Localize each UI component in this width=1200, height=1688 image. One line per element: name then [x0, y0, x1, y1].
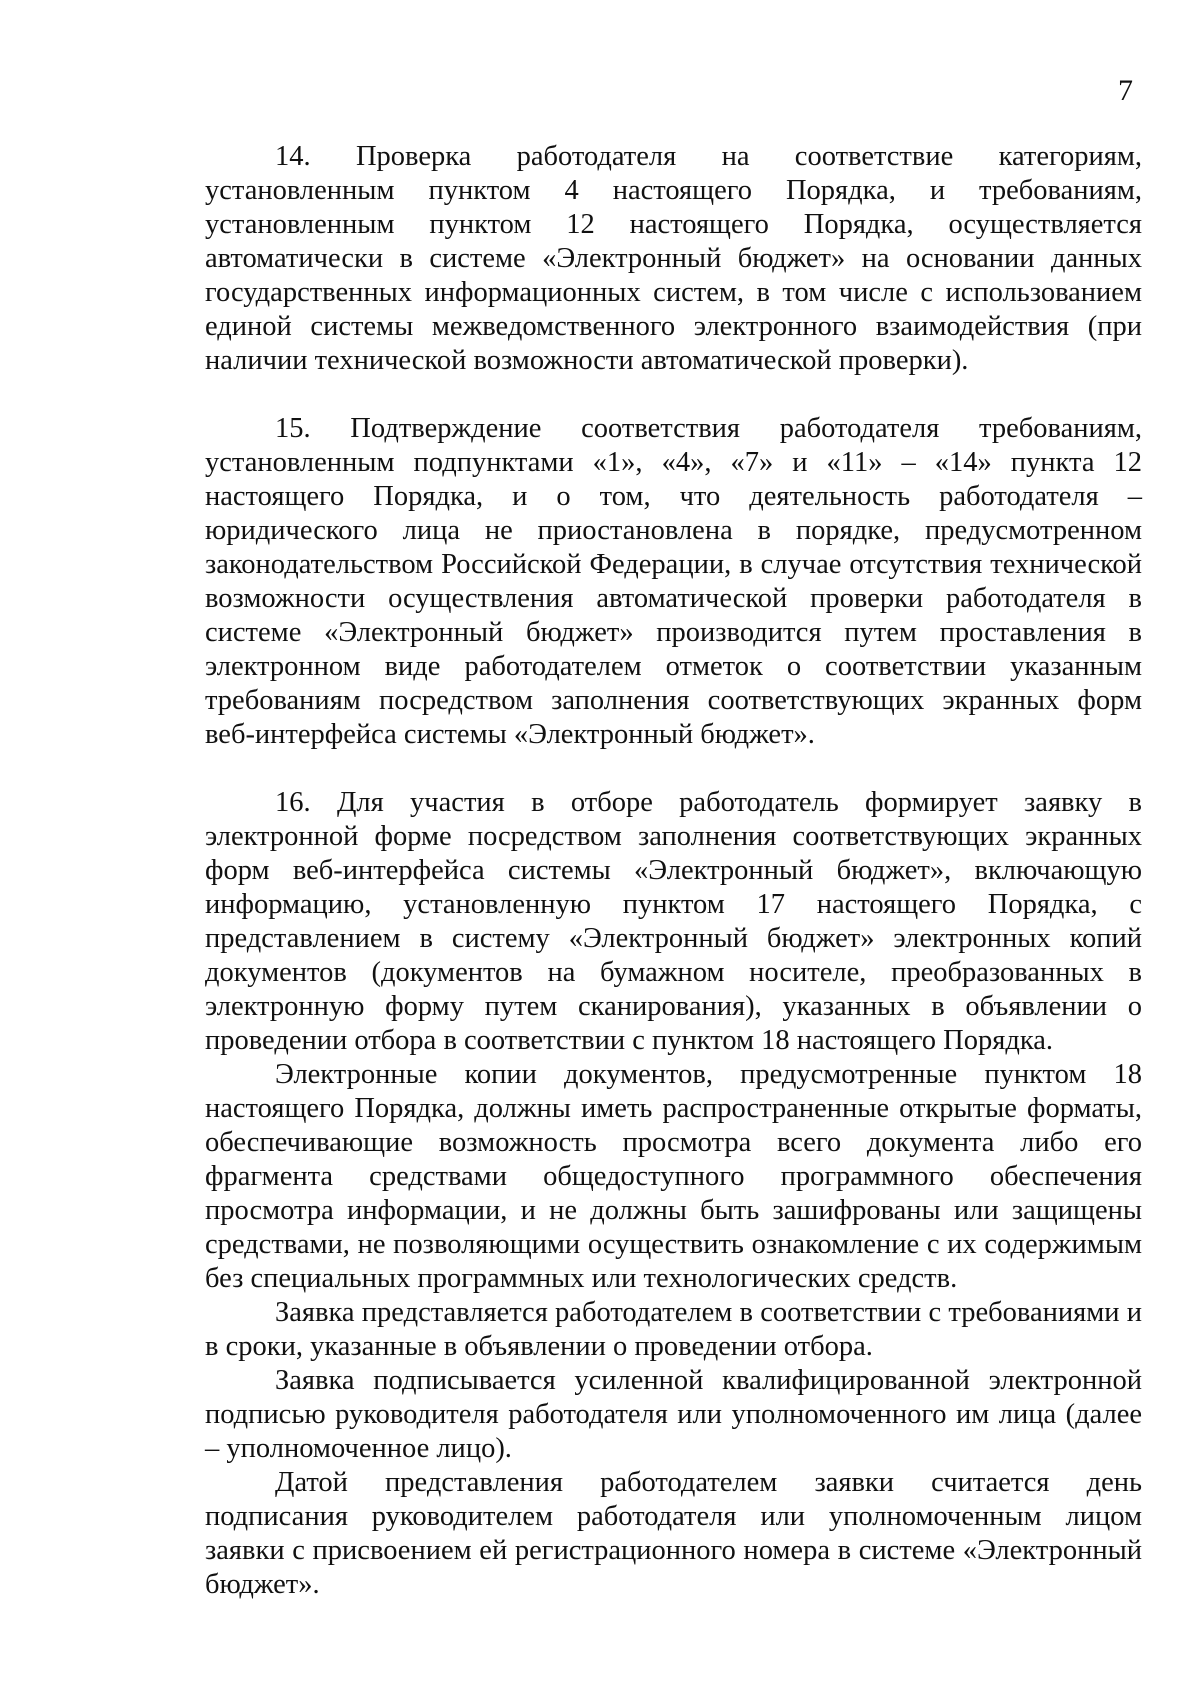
paragraph-application-signature: Заявка подписывается усиленной квалифицированной электронной подписью руководителя работодателя или уполномоченного им лица (далее – уполномоченное лицо). [205, 1365, 1142, 1464]
paragraph-submission-date: Датой представления работодателем заявки считается день подписания руководителем работодателя или уполномоченным лицом заявки с присвоением ей регистрационного номера в системе «Электронный бюджет». [205, 1467, 1142, 1600]
paragraph-16: 16. Для участия в отборе работодатель формирует заявку в электронной форме посредством заполнения соответствующих экранных форм веб-интерфейса системы «Электронный бюджет», включающую информацию, установленную пунктом 17 настоящего Порядка, с представлением в систему «Электронный бюджет» электронных копий документов (документов на бумажном носителе, преобразованных в электронную форму путем сканирования), указанных в объявлении о проведении отбора в соответствии с пунктом 18 настоящего Порядка. [205, 787, 1142, 1056]
paragraph-electronic-copies: Электронные копии документов, предусмотренные пунктом 18 настоящего Порядка, должны иметь распространенные открытые форматы, обеспечивающие возможность просмотра всего документа либо его фрагмента средствами общедоступного программного обеспечения просмотра информации, и не должны быть зашифрованы или защищены средствами, не позволяющими осуществить ознакомление с их содержимым без специальных программных или технологических средств. [205, 1059, 1142, 1294]
page-number: 7 [1118, 74, 1133, 107]
document-body [205, 140, 1142, 1602]
paragraph-14: 14. Проверка работодателя на соответствие категориям, установленным пунктом 4 настоящего Порядка, и требованиям, установленным пунктом 12 настоящего Порядка, осуществляется автоматически в системе «Электронный бюджет» на основании данных государственных информационных систем, в том числе с использованием единой системы межведомственного электронного взаимодействия (при наличии технической возможности автоматической проверки). [205, 141, 1142, 376]
paragraph-application-submission: Заявка представляется работодателем в соответствии с требованиями и в сроки, указанные в объявлении о проведении отбора. [205, 1297, 1142, 1362]
paragraph-15: 15. Подтверждение соответствия работодателя требованиям, установленным подпунктами «1», «4», «7» и «11» – «14» пункта 12 настоящего Порядка, и о том, что деятельность работодателя – юридического лица не приостановлена в порядке, предусмотренном законодательством Российской Федерации, в случае отсутствия технической возможности осуществления автоматической проверки работодателя в системе «Электронный бюджет» производится путем проставления в электронном виде работодателем отметок о соответствии указанным требованиям посредством заполнения соответствующих экранных форм веб-интерфейса системы «Электронный бюджет». [205, 413, 1142, 750]
